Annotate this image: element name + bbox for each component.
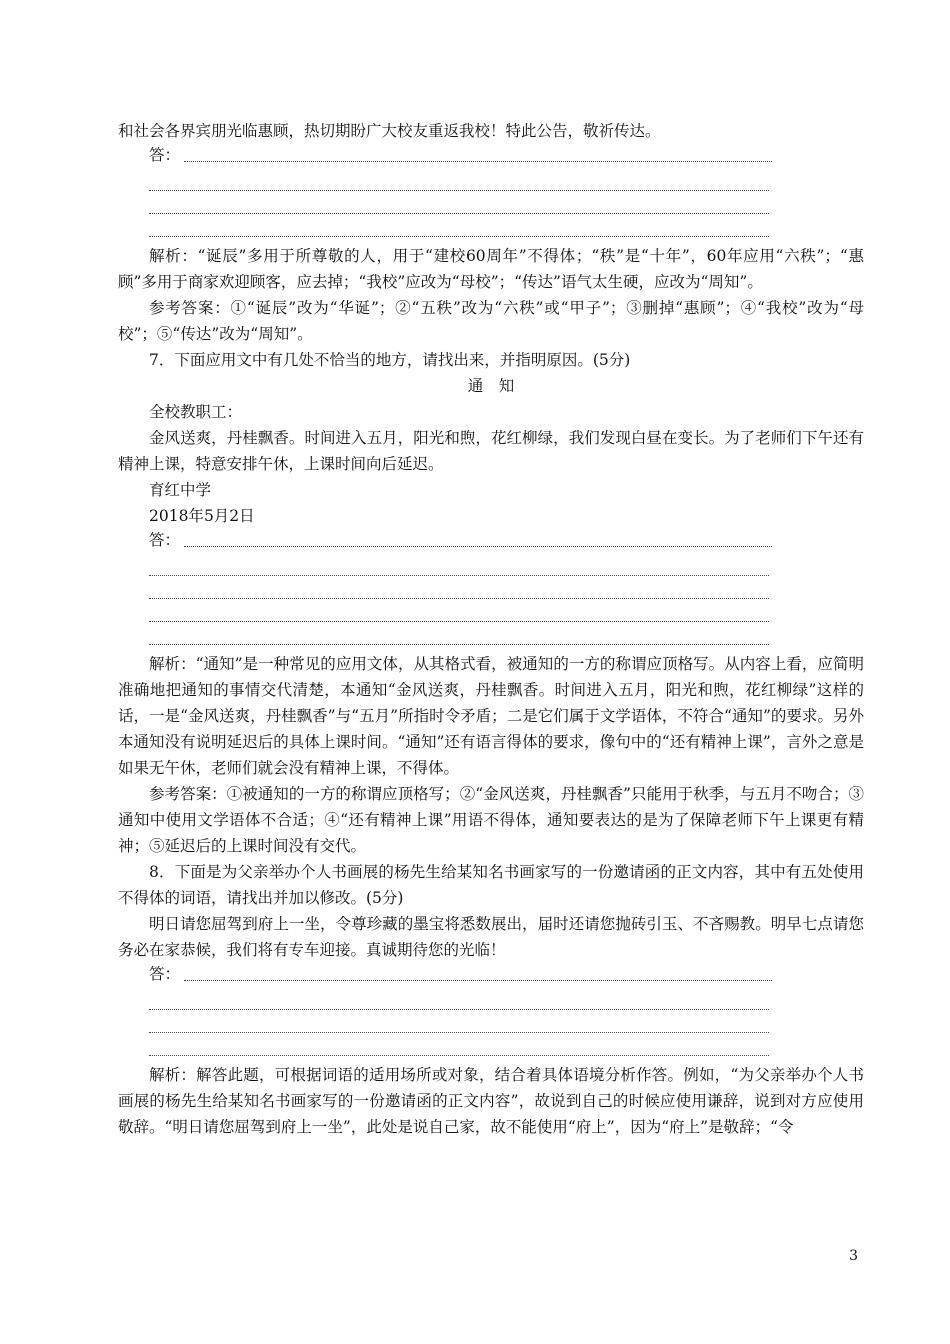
reference-answer-6: 参考答案：①“诞辰”改为“华诞”；②“五秩”改为“六秩”或“甲子”；③删掉“惠顾”；④“我校”改为“母校”；⑤“传达”改为“周知”。 xyxy=(118,299,864,343)
answer-label: 答： xyxy=(149,531,181,549)
answer-dotted-line xyxy=(149,191,769,214)
answer-dotted-line xyxy=(149,553,769,576)
answer-lines-1 xyxy=(118,146,864,237)
question-8: 8．下面是为父亲举办个人书画展的杨先生给某知名书画家写的一份邀请函的正文内容，其中有五处使用不得体的词语，请找出并加以修改。(5分) xyxy=(118,863,864,907)
answer-dotted-line xyxy=(184,161,772,162)
answer-lines-3 xyxy=(118,965,864,1056)
question-7: 7．下面应用文中有几处不恰当的地方，请找出来，并指明原因。(5分) xyxy=(149,351,631,369)
invitation-text: 明日请您屈驾到府上一坐，令尊珍藏的墨宝将悉数展出，届时还请您抛砖引玉、不吝赐教。明早七点请您务必在家恭候，我们将有专车迎接。真诚期待您的光临！ xyxy=(118,915,864,959)
analysis-paragraph-7: 解析：“通知”是一种常见的应用文体，从其格式看，被通知的一方的称谓应顶格写。从内容上看，应简明准确地把通知的事情交代清楚，本通知“金风送爽，丹桂飘香。时间进入五月，阳光和煦，花红柳绿”这样的话，一是“金风送爽，丹桂飘香”与“五月”所指时令矛盾；二是它们属于文学语体，不符合“通知”的要求。另外本通知没有说明延迟后的具体上课时间。“通知”还有语言得体的要求，像句中的“还有精神上课”，言外之意是如果无午休，老师们就会没有精神上课，不得体。 xyxy=(118,655,864,777)
answer-dotted-line xyxy=(184,980,772,981)
answer-dotted-line xyxy=(149,168,769,191)
answer-dotted-line xyxy=(149,622,769,645)
notice-title: 通知 xyxy=(467,377,530,395)
answer-lines-2 xyxy=(118,531,864,645)
answer-first-line xyxy=(118,531,864,553)
reference-answer-7: 参考答案：①被通知的一方的称谓应顶格写；②“金风送爽，丹桂飘香”只能用于秋季，与五月不吻合；③通知中使用文学语体不合适；④“还有精神上课”用语不得体，通知要表达的是为了保障老师下午上课更有精神；⑤延迟后的上课时间没有交代。 xyxy=(118,785,864,855)
answer-first-line xyxy=(118,965,864,987)
notice-salutation: 全校教职工： xyxy=(149,403,243,421)
notice-date: 2018年5月2日 xyxy=(149,507,255,525)
answer-dotted-line xyxy=(149,214,769,237)
notice-body: 金风送爽，丹桂飘香。时间进入五月，阳光和煦，花红柳绿，我们发现白昼在变长。为了老师们下午还有精神上课，特意安排午休，上课时间向后延迟。 xyxy=(118,429,864,473)
answer-label: 答： xyxy=(149,965,181,983)
answer-dotted-line xyxy=(149,1033,769,1056)
paragraph-announcement-end: 和社会各界宾朋光临惠顾，热切期盼广大校友重返我校！特此公告，敬祈传达。 xyxy=(118,122,661,140)
answer-label: 答： xyxy=(149,146,181,164)
answer-dotted-line xyxy=(149,1010,769,1033)
answer-dotted-line xyxy=(149,599,769,622)
page-content xyxy=(118,118,864,1140)
notice-signature: 育红中学 xyxy=(149,481,212,499)
analysis-paragraph-8: 解析：解答此题，可根据词语的适用场所或对象，结合着具体语境分析作答。例如，“为父亲举办个人书画展的杨先生给某知名书画家写的一份邀请函的正文内容”，故说到自己的时候应使用谦辞，说到对方应使用敬辞。“明日请您屈驾到府上一坐”，此处是说自己家，故不能使用“府上”，因为“府上”是敬辞；“令 xyxy=(118,1066,864,1136)
analysis-paragraph-6: 解析：“诞辰”多用于所尊敬的人，用于“建校60周年”不得体；“秩”是“十年”，60年应用“六秩”；“惠顾”多用于商家欢迎顾客，应去掉；“我校”应改为“母校”；“传达”语气太生硬，应改为“周知”。 xyxy=(118,247,864,291)
answer-first-line xyxy=(118,146,864,168)
answer-dotted-line xyxy=(149,576,769,599)
answer-dotted-line xyxy=(184,546,772,547)
answer-dotted-line xyxy=(149,987,769,1010)
page-number: 3 xyxy=(849,1248,858,1264)
